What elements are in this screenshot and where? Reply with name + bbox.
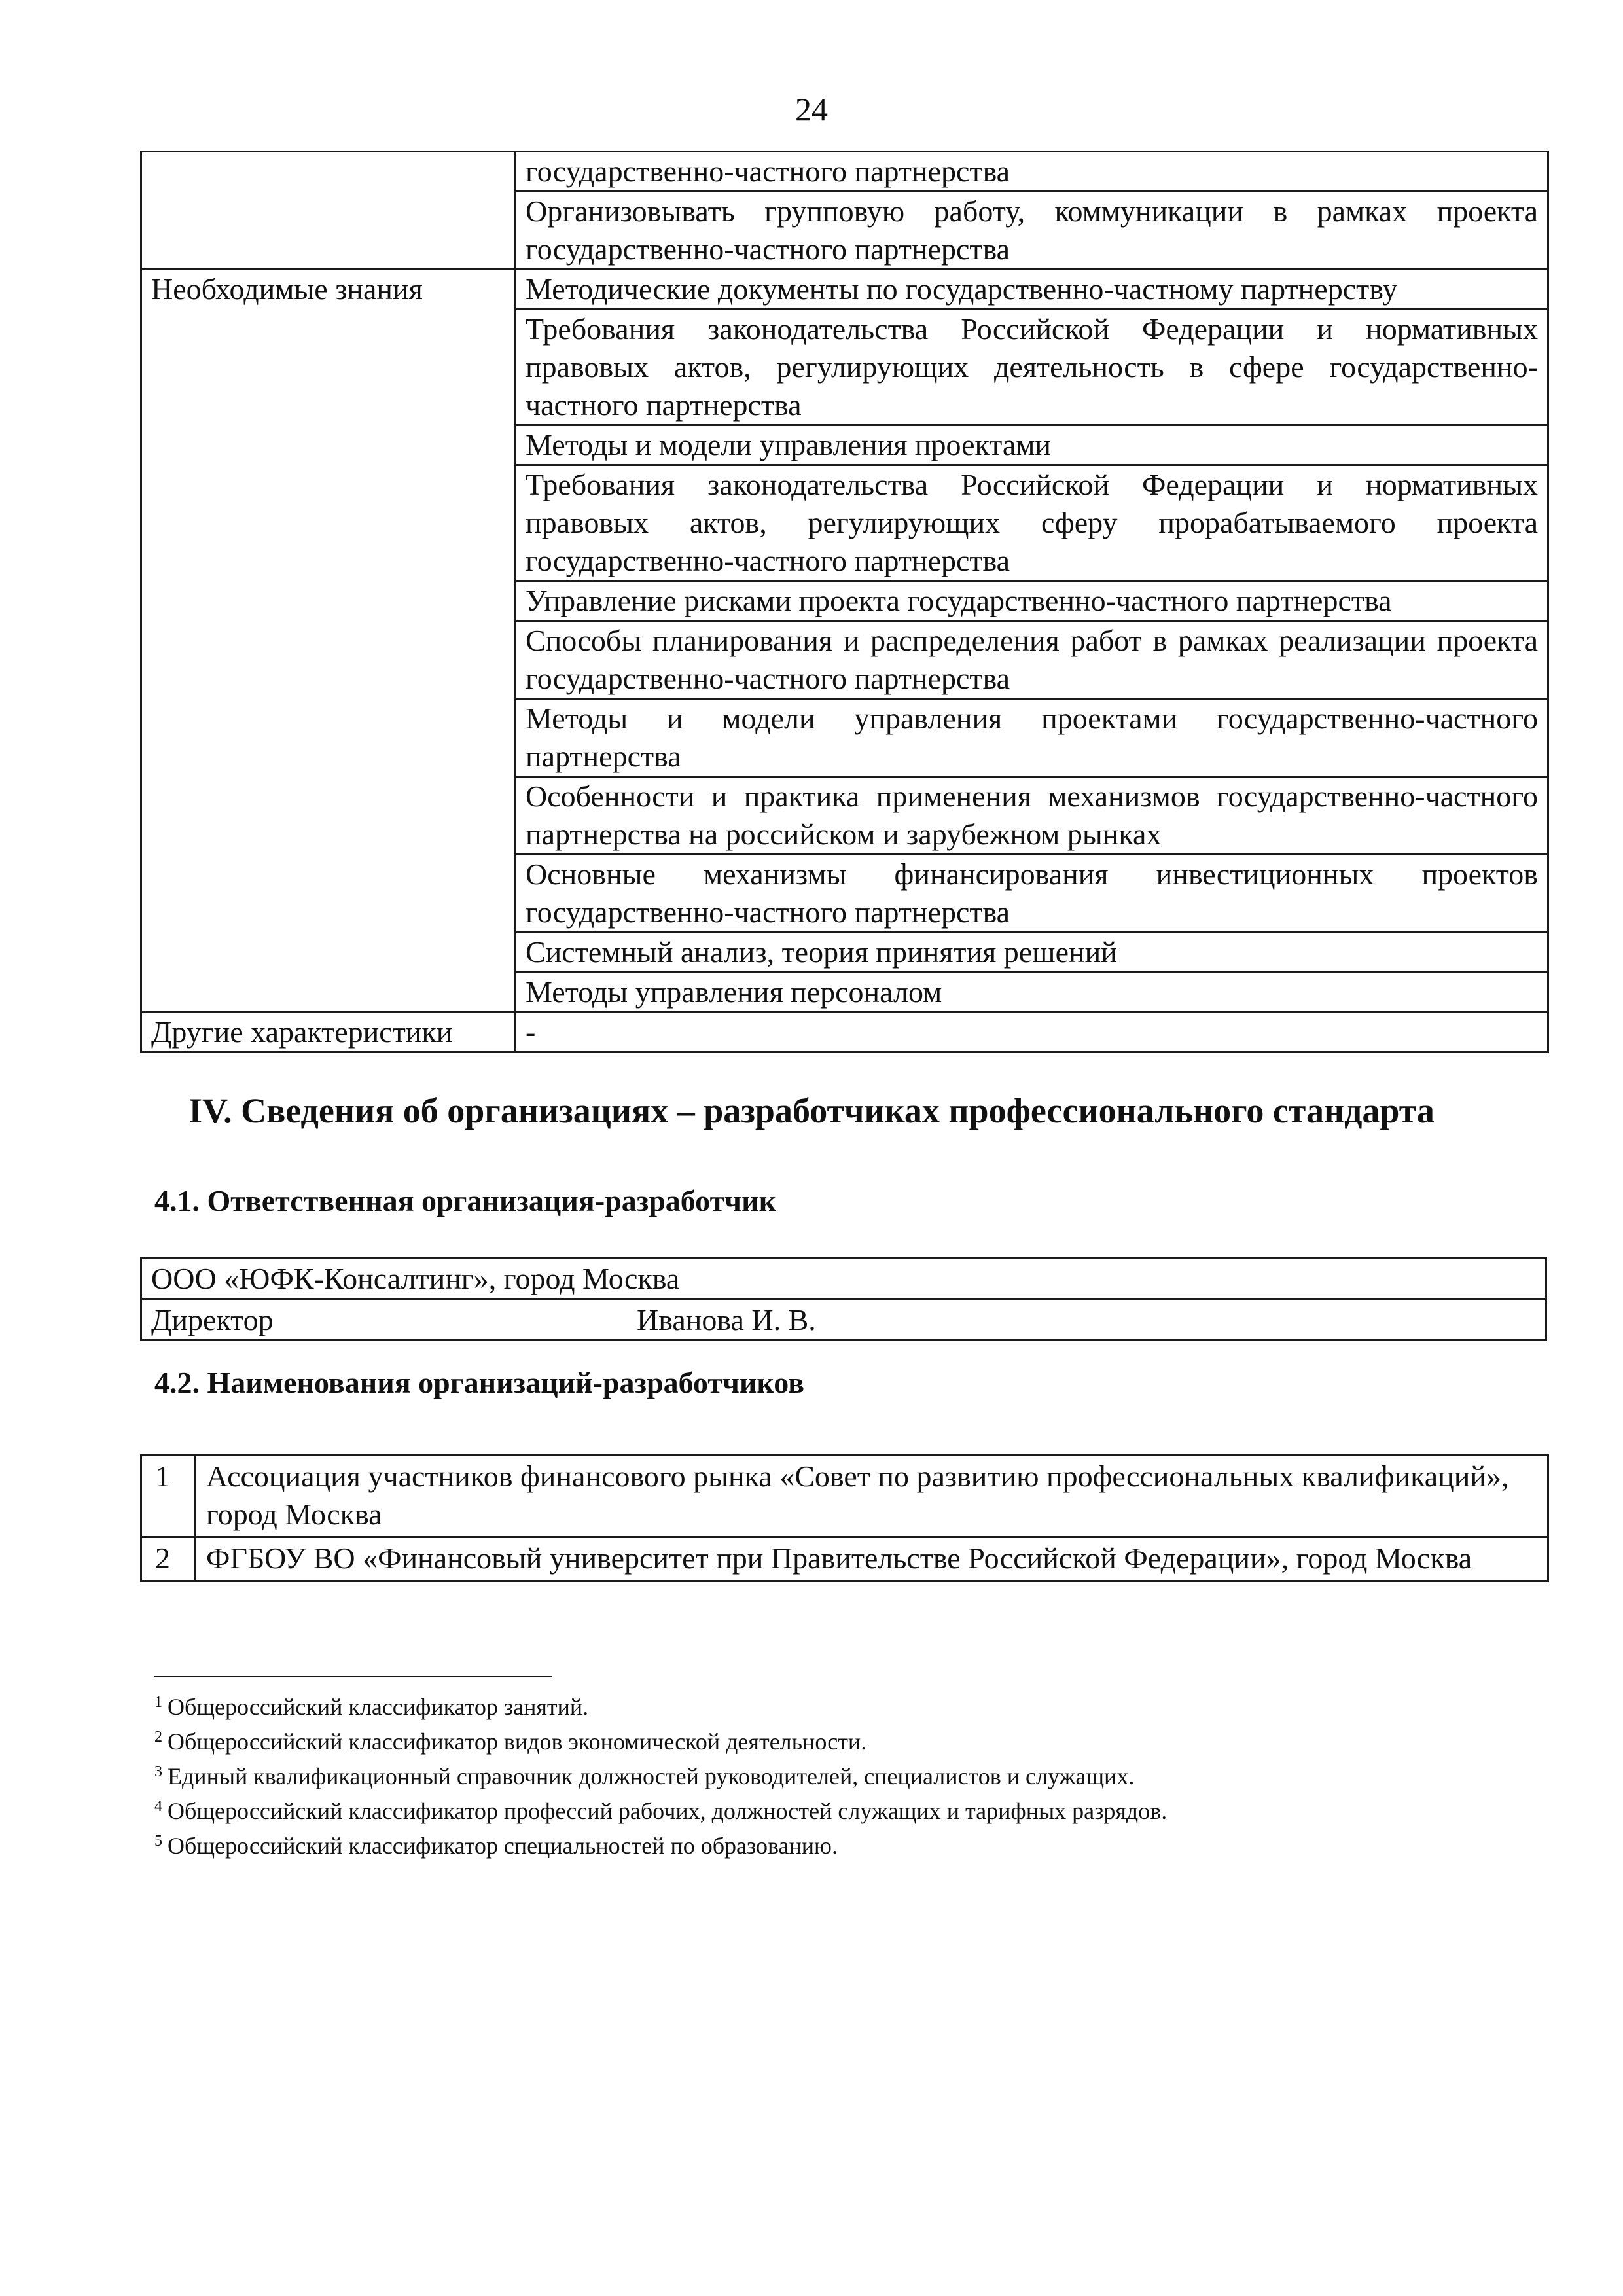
footnote [154,1722,1529,1757]
table-row [141,152,1548,192]
knowledge-item: Системный анализ, теория принятия решений [516,933,1548,973]
footnote [154,1757,1529,1791]
page-number: 24 [795,91,828,128]
footnote-mark: 4 [154,1798,162,1815]
section-iv-heading: IV. Сведения об организациях – разработчиках профессионального стандарта [188,1091,1435,1130]
table-row [141,1299,1546,1340]
table-row [141,1258,1546,1299]
table-row [141,1456,1548,1537]
knowledge-item: Особенности и практика применения механизмов государственно-частного партнерства на российском и зарубежном рынках [516,777,1548,855]
knowledge-item: Требования законодательства Российской Федерации и нормативных правовых актов, регулирующих деятельность в сфере государственно-частного партнерства [516,310,1548,425]
director-name: Иванова И. В. [637,1303,816,1336]
table-row [141,270,1548,310]
responsible-org-table [140,1257,1547,1341]
skill-continuation-cell: государственно-частного партнерства [516,152,1548,192]
footnote-text: Общероссийский классификатор занятий. [168,1694,589,1720]
director-label: Директор [151,1303,274,1336]
table-row [141,1013,1548,1052]
director-cell [141,1299,1546,1340]
footnote-mark: 2 [154,1729,162,1746]
empty-label-cell [141,152,516,270]
footnote [154,1687,1529,1722]
responsible-org-name: ООО «ЮФК-Консалтинг», город Москва [141,1258,1546,1299]
knowledge-item: Методы и модели управления проектами государственно-частного партнерства [516,699,1548,777]
other-characteristics-value: - [516,1013,1548,1052]
knowledge-item: Методические документы по государственно-частному партнерству [516,270,1548,310]
developer-name: ФГБОУ ВО «Финансовый университет при Правительстве Российской Федерации», город Москва [195,1537,1548,1581]
knowledge-label: Необходимые знания [141,270,516,1013]
subsection-4-1-heading: 4.1. Ответственная организация-разработчик [154,1184,777,1217]
footnote-text: Общероссийский классификатор профессий рабочих, должностей служащих и тарифных разрядов. [168,1798,1168,1824]
developer-name: Ассоциация участников финансового рынка «Совет по развитию профессиональных квалификаций», город Москва [195,1456,1548,1537]
knowledge-item: Основные механизмы финансирования инвестиционных проектов государственно-частного партнерства [516,855,1548,933]
footnote-text: Общероссийский классификатор видов экономической деятельности. [168,1729,867,1755]
developer-orgs-table [140,1454,1549,1582]
skill-cell: Организовывать групповую работу, коммуникации в рамках проекта государственно-частного партнерства [516,192,1548,270]
subsection-4-2-heading: 4.2. Наименования организаций-разработчиков [154,1366,804,1399]
knowledge-item: Требования законодательства Российской Федерации и нормативных правовых актов, регулирующих сферу прорабатываемого проекта государственно-частного партнерства [516,465,1548,581]
footnote-text: Единый квалификационный справочник должностей руководителей, специалистов и служащих. [168,1763,1135,1789]
footnote-separator [154,1676,552,1677]
knowledge-table [140,151,1549,1053]
footnote [154,1791,1529,1826]
knowledge-item: Методы и модели управления проектами [516,425,1548,465]
footnote-mark: 3 [154,1763,162,1780]
table-row [141,1537,1548,1581]
footnote-mark: 1 [154,1694,162,1711]
developer-number: 1 [141,1456,195,1537]
other-characteristics-label: Другие характеристики [141,1013,516,1052]
footnote [154,1826,1529,1861]
knowledge-item: Управление рисками проекта государственно-частного партнерства [516,581,1548,621]
footnotes [154,1687,1529,1861]
knowledge-item: Методы управления персоналом [516,973,1548,1013]
footnote-text: Общероссийский классификатор специальностей по образованию. [168,1833,838,1859]
knowledge-item: Способы планирования и распределения работ в рамках реализации проекта государственно-частного партнерства [516,621,1548,699]
footnote-mark: 5 [154,1833,162,1850]
developer-number: 2 [141,1537,195,1581]
